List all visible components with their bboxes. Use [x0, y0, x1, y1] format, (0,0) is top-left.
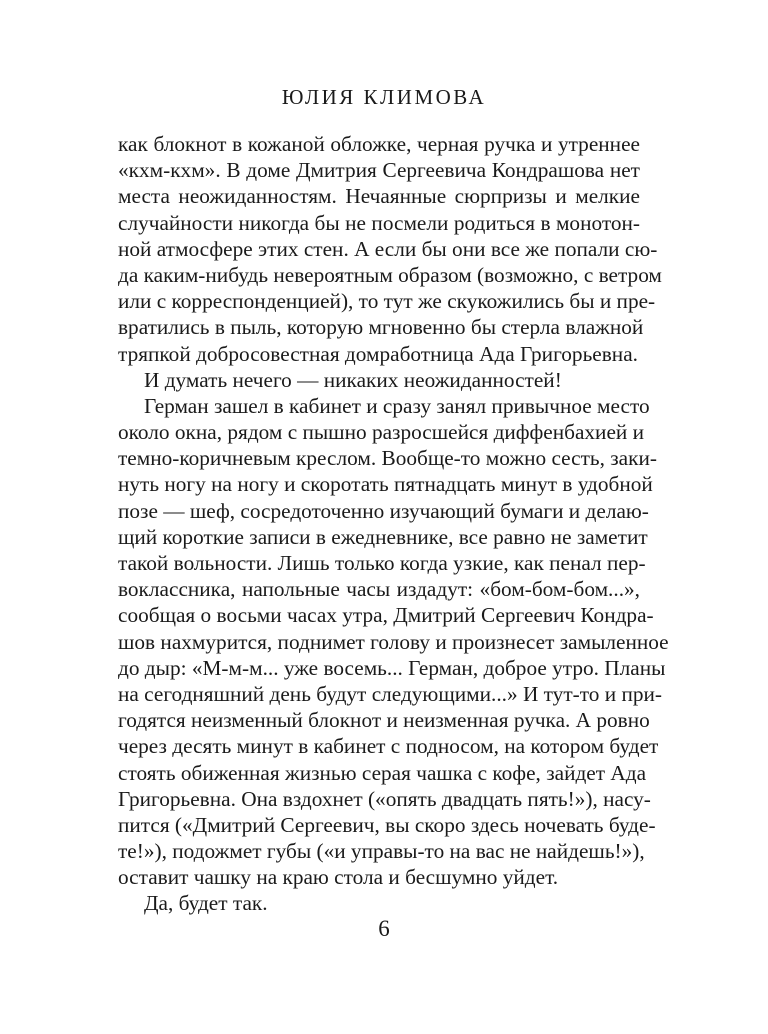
text-line: или с корреспонденцией), то тут же скукожились бы и пре- — [118, 289, 656, 314]
text-line: Да, будет так. — [144, 891, 268, 916]
text-line: пится («Дмитрий Сергеевич, вы скоро здесь ночевать буде- — [118, 812, 656, 837]
text-line: через десять минут в кабинет с подносом, на котором будет — [118, 734, 659, 759]
running-header-author: ЮЛИЯ КЛИМОВА — [281, 85, 487, 109]
text-line: Григорьевна. Она вздохнет («опять двадцать пять!»), насу- — [118, 786, 651, 811]
text-line: «кхм-кхм». В доме Дмитрия Сергеевича Кондрашова нет — [118, 158, 640, 183]
text-line: сообщая о восьми часах утра, Дмитрий Сергеевич Кондра- — [118, 603, 654, 628]
text-line: годятся неизменный блокнот и неизменная ручка. А ровно — [118, 708, 650, 733]
body-text — [118, 131, 669, 917]
text-line: ной атмосфере этих стен. А если бы они все же попали сю- — [118, 236, 658, 261]
text-line: такой вольности. Лишь только когда узкие, как пенал пер- — [118, 551, 646, 575]
text-line: щий короткие записи в ежедневнике, все равно не заметит — [118, 524, 648, 549]
text-line: Герман зашел в кабинет и сразу занял привычное место — [144, 393, 650, 418]
text-line: тряпкой добросовестная домработница Ада Григорьевна. — [118, 341, 638, 366]
text-line: темно-коричневым креслом. Вообще-то можно сесть, заки- — [118, 446, 657, 471]
text-line: воклассника, напольные часы издадут: «бом-бом-бом...», — [118, 577, 640, 602]
text-line: около окна, рядом с пышно разросшейся диффенбахией и — [118, 420, 645, 445]
text-line: как блокнот в кожаной обложке, черная ручка и утреннее — [118, 132, 640, 156]
page-number: 6 — [378, 916, 390, 941]
text-line: позе — шеф, сосредоточенно изучающий бумаги и делаю- — [118, 498, 649, 523]
text-line: вратились в пыль, которую мгновенно бы стерла влажной — [118, 315, 644, 340]
text-line: до дыр: «М-м-м... уже восемь... Герман, доброе утро. Планы — [118, 655, 666, 680]
text-line: те!»), подожмет губы («и управы-то на вас не найдешь!»), — [118, 839, 645, 864]
text-line: места неожиданностям. Нечаянные сюрпризы и мелкие — [118, 184, 640, 209]
text-line: оставит чашку на краю стола и бесшумно уйдет. — [118, 865, 559, 890]
text-line: И думать нечего — никаких неожиданностей! — [144, 367, 562, 392]
text-line: да каким-нибудь невероятным образом (возможно, с ветром — [118, 262, 662, 287]
text-line: случайности никогда бы не посмели родиться в монотон- — [118, 210, 640, 235]
text-line: стоять обиженная жизнью серая чашка с кофе, зайдет Ада — [118, 760, 647, 785]
text-line: шов нахмурится, поднимет голову и произнесет замыленное — [118, 629, 669, 654]
text-line: нуть ногу на ногу и скоротать пятнадцать минут в удобной — [118, 472, 653, 497]
text-line: на сегодняшний день будут следующими...» И тут-то и при- — [118, 681, 662, 706]
